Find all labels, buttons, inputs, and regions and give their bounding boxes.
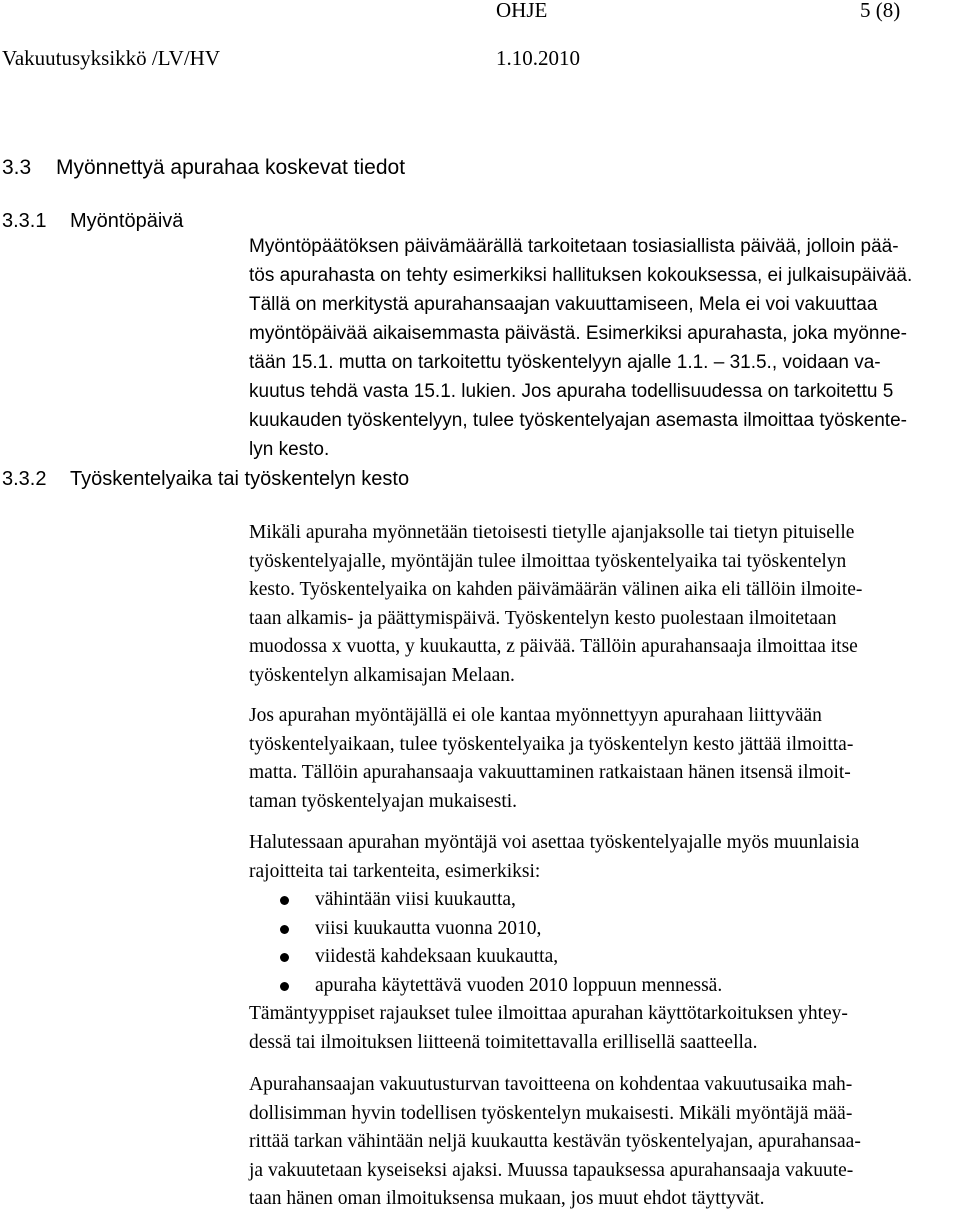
text-line: kuukauden työskentelyyn, tulee työskentelyajan asemasta ilmoittaa työskente- — [249, 410, 907, 431]
text-line: tös apurahasta on tehty esimerkiksi hallituksen kokouksessa, ei julkaisupäivää. — [249, 265, 913, 286]
paragraph-2 — [249, 702, 853, 816]
text-line: dessä tai ilmoituksen liitteenä toimitettavalla erillisellä saatteella. — [249, 1031, 758, 1053]
unit-label: Vakuutusyksikkö /LV/HV — [2, 46, 220, 70]
bullet-list — [249, 886, 722, 1000]
text-line: myöntöpäivää aikaisemmasta päivästä. Esimerkiksi apurahasta, joka myönne- — [249, 323, 907, 344]
text-line: Apurahansaajan vakuutusturvan tavoitteena on kohdentaa vakuutusaika mah- — [249, 1074, 853, 1095]
subsection-1-title: Myöntöpäivä — [70, 210, 184, 232]
subsection-1-number: 3.3.1 — [2, 210, 47, 232]
text-line: työskentelyn alkamisajan Melaan. — [249, 664, 515, 686]
text-line: työskentelyaikaan, tulee työskentelyaika ja työskentelyn kesto jättää ilmoitta- — [249, 733, 854, 755]
text-line: rittää tarkan vähintään neljä kuukautta kestävän työskentelyajan, apurahansaa- — [249, 1131, 861, 1152]
paragraph-4 — [249, 1071, 861, 1214]
list-item-text: vähintään viisi kuukautta, — [315, 889, 516, 910]
text-line: kesto. Työskentelyaika on kahden päivämäärän välinen aika eli tällöin ilmoite- — [249, 579, 863, 600]
paragraph-3 — [249, 829, 859, 886]
bullet-icon — [280, 925, 289, 934]
list-item-text: viidestä kahdeksaan kuukautta, — [315, 946, 559, 967]
text-line: taan alkamis- ja päättymispäivä. Työskentelyn kesto puolestaan ilmoitetaan — [249, 607, 837, 629]
subsection-2-title: Työskentelyaika tai työskentelyn kesto — [70, 468, 410, 490]
section-title: Myönnettyä apurahaa koskevat tiedot — [56, 156, 406, 179]
paragraph-1 — [249, 519, 862, 690]
text-line: Halutessaan apurahan myöntäjä voi asettaa työskentelyajalle myös muunlaisia — [249, 832, 860, 853]
list-item-text: viisi kuukautta vuonna 2010, — [315, 917, 542, 939]
text-line: lyn kesto. — [249, 439, 330, 460]
list-item — [249, 915, 722, 944]
text-line: työskentelyajalle, myöntäjän tulee ilmoittaa työskentelyaika tai työskentelyn — [249, 550, 847, 572]
list-item — [249, 943, 722, 972]
text-line: Myöntöpäätöksen päivämäärällä tarkoitetaan tosiasiallista päivää, jolloin pää- — [249, 236, 899, 257]
document-type: OHJE — [496, 0, 548, 22]
text-line: matta. Tällöin apurahansaaja vakuuttaminen ratkaistaan hänen itsensä ilmoit- — [249, 762, 851, 783]
text-line: dollisimman hyvin todellisen työskentelyn mukaisesti. Mikäli myöntäjä mää- — [249, 1102, 853, 1124]
text-line: rajoitteita tai tarkenteita, esimerkiksi: — [249, 860, 541, 882]
text-line: Tämäntyyppiset rajaukset tulee ilmoittaa apurahan käyttötarkoituksen yhtey- — [249, 1003, 848, 1024]
bullet-icon — [280, 953, 289, 962]
list-item — [249, 886, 722, 915]
document-date: 1.10.2010 — [496, 46, 580, 70]
section-number: 3.3 — [2, 156, 32, 179]
text-line: ja vakuutetaan kyseiseksi ajaksi. Muussa tapauksessa apurahansaaja vakuute- — [249, 1159, 854, 1181]
text-line: muodossa x vuotta, y kuukautta, z päivää. Tällöin apurahansaaja ilmoittaa itse — [249, 636, 858, 657]
page-number: 5 (8) — [860, 0, 901, 22]
text-line: tään 15.1. mutta on tarkoitettu työskentelyyn ajalle 1.1. – 31.5., voidaan va- — [249, 352, 881, 373]
text-line: kuutus tehdä vasta 15.1. lukien. Jos apuraha todellisuudessa on tarkoitettu 5 — [249, 381, 894, 402]
bullet-icon — [280, 896, 289, 905]
bullet-icon — [280, 982, 289, 991]
subsection-2-number: 3.3.2 — [2, 468, 47, 490]
text-line: taman työskentelyajan mukaisesti. — [249, 790, 518, 812]
myontopaiva-paragraph — [249, 232, 912, 464]
paragraph-3-continued — [249, 1000, 848, 1057]
text-line: taan hänen oman ilmoituksensa mukaan, jos muut ehdot täyttyvät. — [249, 1188, 765, 1209]
text-line: Mikäli apuraha myönnetään tietoisesti tietylle ajanjaksolle tai tietyn pituiselle — [249, 522, 855, 543]
list-item-text: apuraha käytettävä vuoden 2010 loppuun mennessä. — [315, 974, 723, 996]
list-item — [249, 972, 722, 1001]
text-line: Jos apurahan myöntäjällä ei ole kantaa myönnettyyn apurahaan liittyvään — [249, 705, 822, 726]
text-line: Tällä on merkitystä apurahansaajan vakuuttamiseen, Mela ei voi vakuuttaa — [249, 294, 878, 315]
